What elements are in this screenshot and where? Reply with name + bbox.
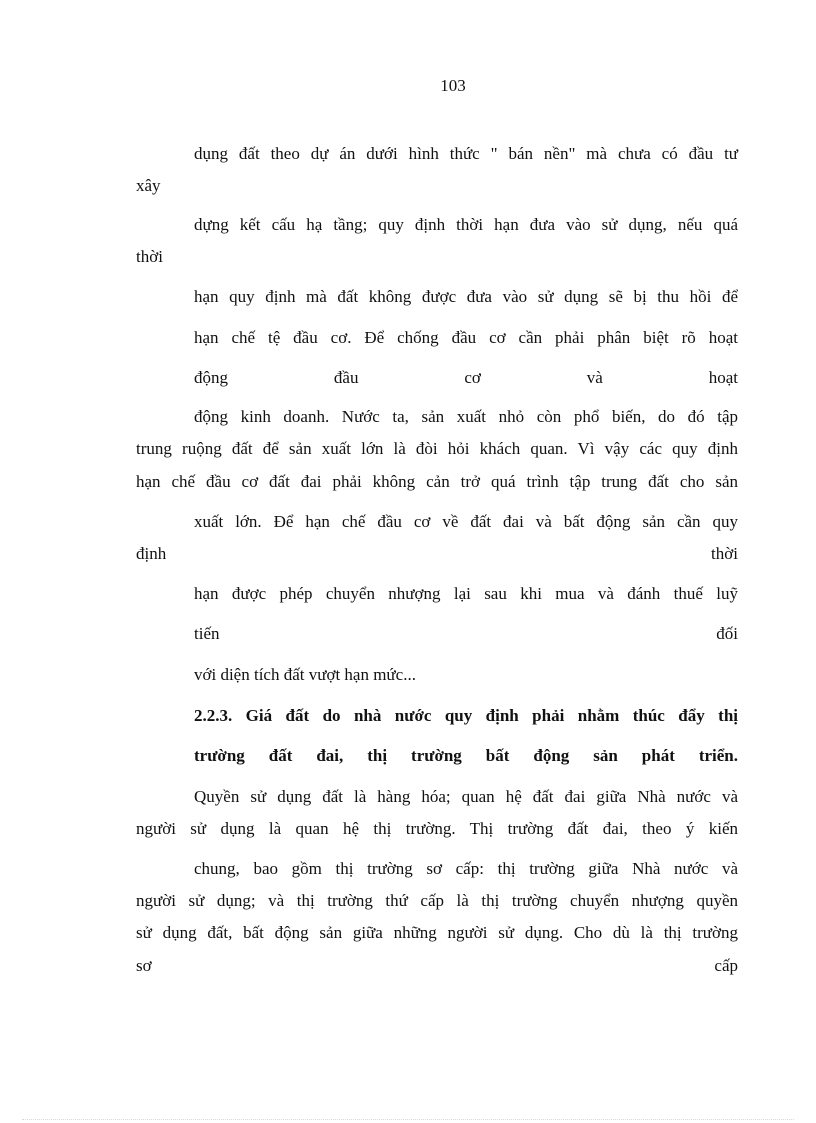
text-line: hạn được phép chuyển nhượng lại sau khi mua và đánh thuế luỹ — [194, 584, 738, 603]
text-line: thời — [136, 247, 163, 266]
text-line: động kinh doanh. Nước ta, sản xuất nhỏ còn phổ biến, do đó tập — [194, 407, 738, 426]
text-line: hạn chế tệ đầu cơ. Để chống đầu cơ cần phải phân biệt rõ hoạt — [194, 328, 738, 347]
text-line: sử dụng đất, bất động sản giữa những người sử dụng. Cho dù là thị trường — [136, 923, 738, 942]
text-line: sơ cấp — [136, 956, 738, 975]
text-line: tiến đối — [194, 624, 738, 643]
text-line: Quyền sử dụng đất là hàng hóa; quan hệ đất đai giữa Nhà nước và — [194, 787, 738, 806]
section-heading: 2.2.3. Giá đất do nhà nước quy định phải nhằm thúc đẩy thị — [194, 706, 738, 725]
text-line: với diện tích đất vượt hạn mức... — [194, 665, 416, 684]
text-line: trung ruộng đất để sản xuất lớn là đòi hỏi khách quan. Vì vậy các quy định — [136, 439, 738, 458]
text-line: định thời — [136, 544, 738, 563]
text-line: động đầu cơ và hoạt — [194, 368, 738, 387]
page-bottom-divider — [22, 1119, 794, 1120]
text-line: dụng đất theo dự án dưới hình thức " bán nền" mà chưa có đầu tư — [194, 144, 738, 163]
text-line: chung, bao gồm thị trường sơ cấp: thị trường giữa Nhà nước và — [194, 859, 738, 878]
text-line: xuất lớn. Để hạn chế đầu cơ về đất đai và bất động sản cần quy — [194, 512, 738, 531]
text-line: hạn chế đầu cơ đất đai phải không cản trở quá trình tập trung đất cho sản — [136, 472, 738, 491]
text-line: người sử dụng là quan hệ thị trường. Thị trường đất đai, theo ý kiến — [136, 819, 738, 838]
section-heading: trường đất đai, thị trường bất động sản phát triển. — [194, 746, 738, 765]
text-line: dựng kết cấu hạ tầng; quy định thời hạn đưa vào sử dụng, nếu quá — [194, 215, 738, 234]
text-line: người sử dụng; và thị trường thứ cấp là thị trường chuyển nhượng quyền — [136, 891, 738, 910]
text-line: hạn quy định mà đất không được đưa vào sử dụng sẽ bị thu hồi để — [194, 287, 738, 306]
page-number: 103 — [440, 76, 466, 95]
text-line: xây — [136, 176, 161, 195]
